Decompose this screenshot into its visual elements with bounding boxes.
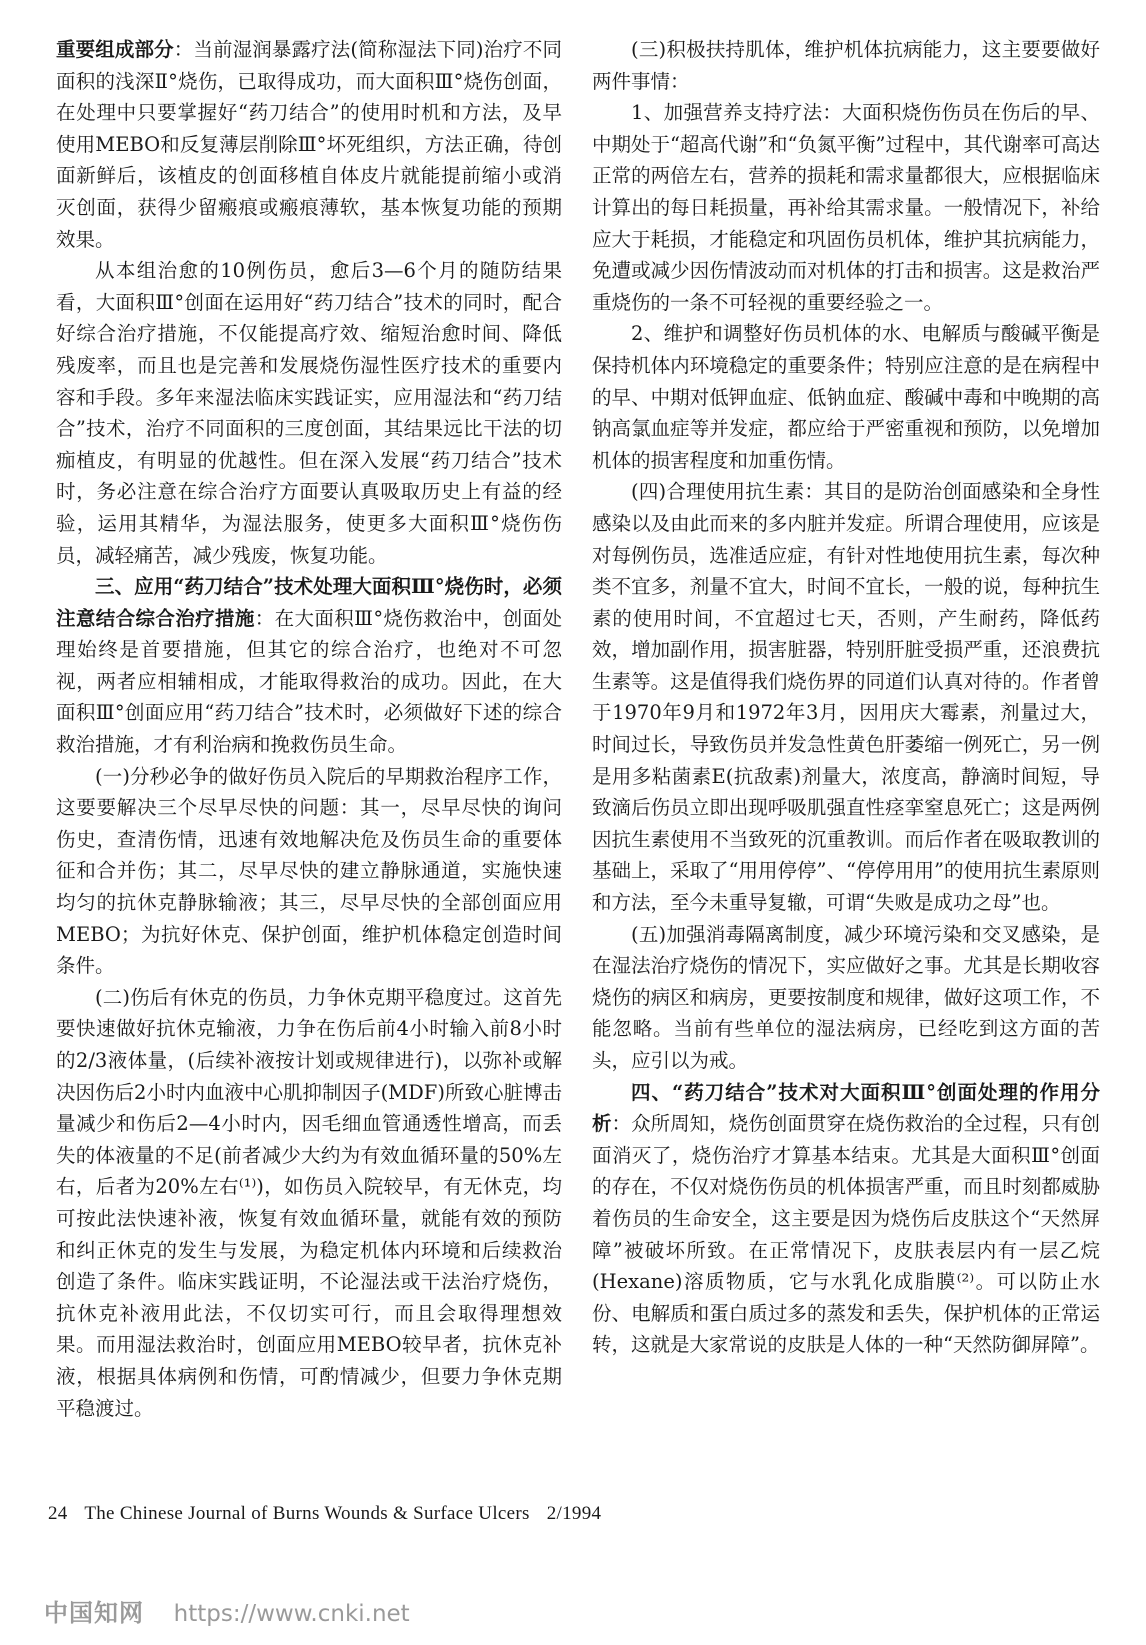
paragraph: (三)积极扶持肌体，维护机体抗病能力，这主要要做好两件事情： — [592, 38, 1100, 93]
watermark-brand: 中国知网 — [44, 1599, 144, 1627]
section-four — [592, 1077, 1100, 1361]
section-three — [56, 571, 562, 761]
section-heading: 四、“药刀结合”技术对大面积Ⅲ°创面处理的作用分析 — [592, 1080, 1100, 1136]
paragraph: 1、加强营养支持疗法：大面积烧伤伤员在伤后的早、中期处于“超高代谢”和“负氮平衡”过程中，其代谢率可高达正常的两倍左右，营养的损耗和需求量都很大，应根据临床计算出的每日耗损量，再补给其需求量。一般情况下，补给应大于耗损，才能稳定和巩固伤员机体，维护其抗病能力，免遭或减少因伤情波动而对机体的打击和损害。这是救治严重烧伤的一条不可轻视的重要经验之一。 — [592, 101, 1100, 314]
paragraph: (四)合理使用抗生素：其目的是防治创面感染和全身性感染以及由此而来的多内脏并发症。所谓合理使用，应该是对每例伤员，选准适应症，有针对性地使用抗生素，每次种类不宜多，剂量不宜大，时间不宜长，一般的说，每种抗生素的使用时间，不宜超过七天，否则，产生耐药，降低药效，增加副作用，损害脏器，特别肝脏受损严重，还浪费抗生素等。这是值得我们烧伤界的同道们认真对待的。作者曾于1970年9月和1972年3月，因用庆大霉素，剂量过大，时间过长，导致伤员并发急性黄色肝萎缩一例死亡，另一例是用多粘菌素E(抗敌素)剂量大，浓度高，静滴时间短，导致滴后伤员立即出现呼吸肌强直性痉挛窒息死亡；这是两例因抗生素使用不当致死的沉重教训。而后作者在吸取教训的基础上，采取了“用用停停”、“停停用用”的使用抗生素原则和方法，至今未重导复辙，可谓“失败是成功之母”也。 — [592, 480, 1100, 915]
watermark-url: https://www.cnki.net — [173, 1601, 410, 1627]
paragraph: (一)分秒必争的做好伤员入院后的早期救治程序工作，这要要解决三个尽早尽快的问题：其一，尽早尽快的询问伤史，查清伤情，迅速有效地解决危及伤员生命的重要体征和合并伤；其二，尽早尽快的建立静脉通道，实施快速均匀的抗休克静脉输液；其三，尽早尽快的全部创面应用MEBO；为抗好休克、保护创面，维护机体稳定创造时间条件。 — [56, 764, 562, 978]
left-column — [56, 34, 562, 1424]
paragraph: (五)加强消毒隔离制度，减少环境污染和交叉感染，是在湿法治疗烧伤的情况下，实应做好之事。尤其是长期收容烧伤的病区和病房，更要按制度和规律，做好这项工作，不能忽略。当前有些单位的湿法病房，已经吃到这方面的苦头，应引以为戒。 — [592, 922, 1100, 1072]
issue-number: 2/1994 — [546, 1503, 602, 1524]
paragraph-text: ：在大面积Ⅲ°烧伤救治中，创面处理始终是首要措施，但其它的综合治疗，也绝对不可忽视，两者应相辅相成，才能取得救治的成功。因此，在大面积Ⅲ°创面应用“药刀结合”技术时，必须做好下述的综合救治措施，才有利治病和挽救伤员生命。 — [56, 606, 562, 757]
page-footer — [48, 1503, 613, 1525]
paragraph-text: ：众所周知，烧伤创面贯穿在烧伤救治的全过程，只有创面消灭了，烧伤治疗才算基本结束。尤其是大面积Ⅲ°创面的存在，不仅对烧伤伤员的机体损害严重，而且时刻都威胁着伤员的生命安全，这主要是因为烧伤后皮肤这个“天然屏障”被破坏所致。在正常情况下，皮肤表层内有一层乙烷(Hexane)溶质物质，它与水乳化成脂膜⁽²⁾。可以防止水份、电解质和蛋白质过多的蒸发和丢失，保护机体的正常运转，这就是大家常说的皮肤是人体的一种“天然防御屏障”。 — [592, 1112, 1100, 1357]
paragraph-heading: 重要组成部分 — [56, 38, 174, 61]
paragraph: (二)伤后有休克的伤员，力争休克期平稳度过。这首先要快速做好抗休克输液，力争在伤后前4小时输入前8小时的2/3液体量，(后续补液按计划或规律进行)，以弥补或解决因伤后2小时内血液中心肌抑制因子(MDF)所致心脏博击量减少和伤后2—4小时内，因毛细血管通透性增高，而丢失的体液量的不足(前者减少大约为有效血循环量的50%左右，后者为20%左右⁽¹⁾)，如伤员入院较早，有无休克，均可按此法快速补液，恢复有效血循环量，就能有效的预防和纠正休克的发生与发展，为稳定机体内环境和后续救治创造了条件。临床实践证明，不论湿法或干法治疗烧伤，抗休克补液用此法，不仅切实可行，而且会取得理想效果。而用湿法救治时，创面应用MEBO较早者，抗休克补液，根据具体病例和伤情，可酌情减少，但要力争休克期平稳渡过。 — [56, 985, 562, 1420]
section-heading: 三、应用“药刀结合”技术处理大面积Ⅲ°烧伤时，必须注意结合综合治疗措施 — [56, 575, 562, 630]
paragraph-text: ：当前湿润暴露疗法(简称湿法下同)治疗不同面积的浅深Ⅱ°烧伤，已取得成功，而大面积Ⅲ°烧伤创面，在处理中只要掌握好“药刀结合”的使用时机和方法，及早使用MEBO和反复薄层削除Ⅲ°坏死组织，方法正确，待创面新鲜后，该植皮的创面移植自体皮片就能提前缩小或消灭创面，获得少留瘢痕或瘢痕薄软，基本恢复功能的预期效果。 — [56, 38, 562, 251]
cnki-watermark — [44, 1593, 410, 1628]
journal-name: The Chinese Journal of Burns Wounds & Surface Ulcers — [84, 1503, 530, 1524]
paragraph: 2、维护和调整好伤员机体的水、电解质与酸碱平衡是保持机体内环境稳定的重要条件；特别应注意的是在病程中的早、中期对低钾血症、低钠血症、酸碱中毒和中晚期的高钠高氯血症等并发症，都应给于严密重视和预防，以免增加机体的损害程度和加重伤情。 — [592, 322, 1100, 472]
paragraph: 从本组治愈的10例伤员，愈后3—6个月的随防结果看，大面积Ⅲ°创面在运用好“药刀结合”技术的同时，配合好综合治疗措施，不仅能提高疗效、缩短治愈时间、降低残废率，而且也是完善和发展烧伤湿性医疗技术的重要内容和手段。多年来湿法临床实践证实，应用湿法和“药刀结合”技术，治疗不同面积的三度创面，其结果远比干法的切痂植皮，有明显的优越性。但在深入发展“药刀结合”技术时，务必注意在综合治疗方面要认真吸取历史上有益的经验，运用其精华，为湿法服务，使更多大面积Ⅲ°烧伤伤员，减轻痛苦，减少残废，恢复功能。 — [56, 259, 562, 567]
paragraph — [56, 34, 562, 255]
page-number: 24 — [48, 1503, 68, 1524]
right-column — [592, 34, 1100, 1361]
